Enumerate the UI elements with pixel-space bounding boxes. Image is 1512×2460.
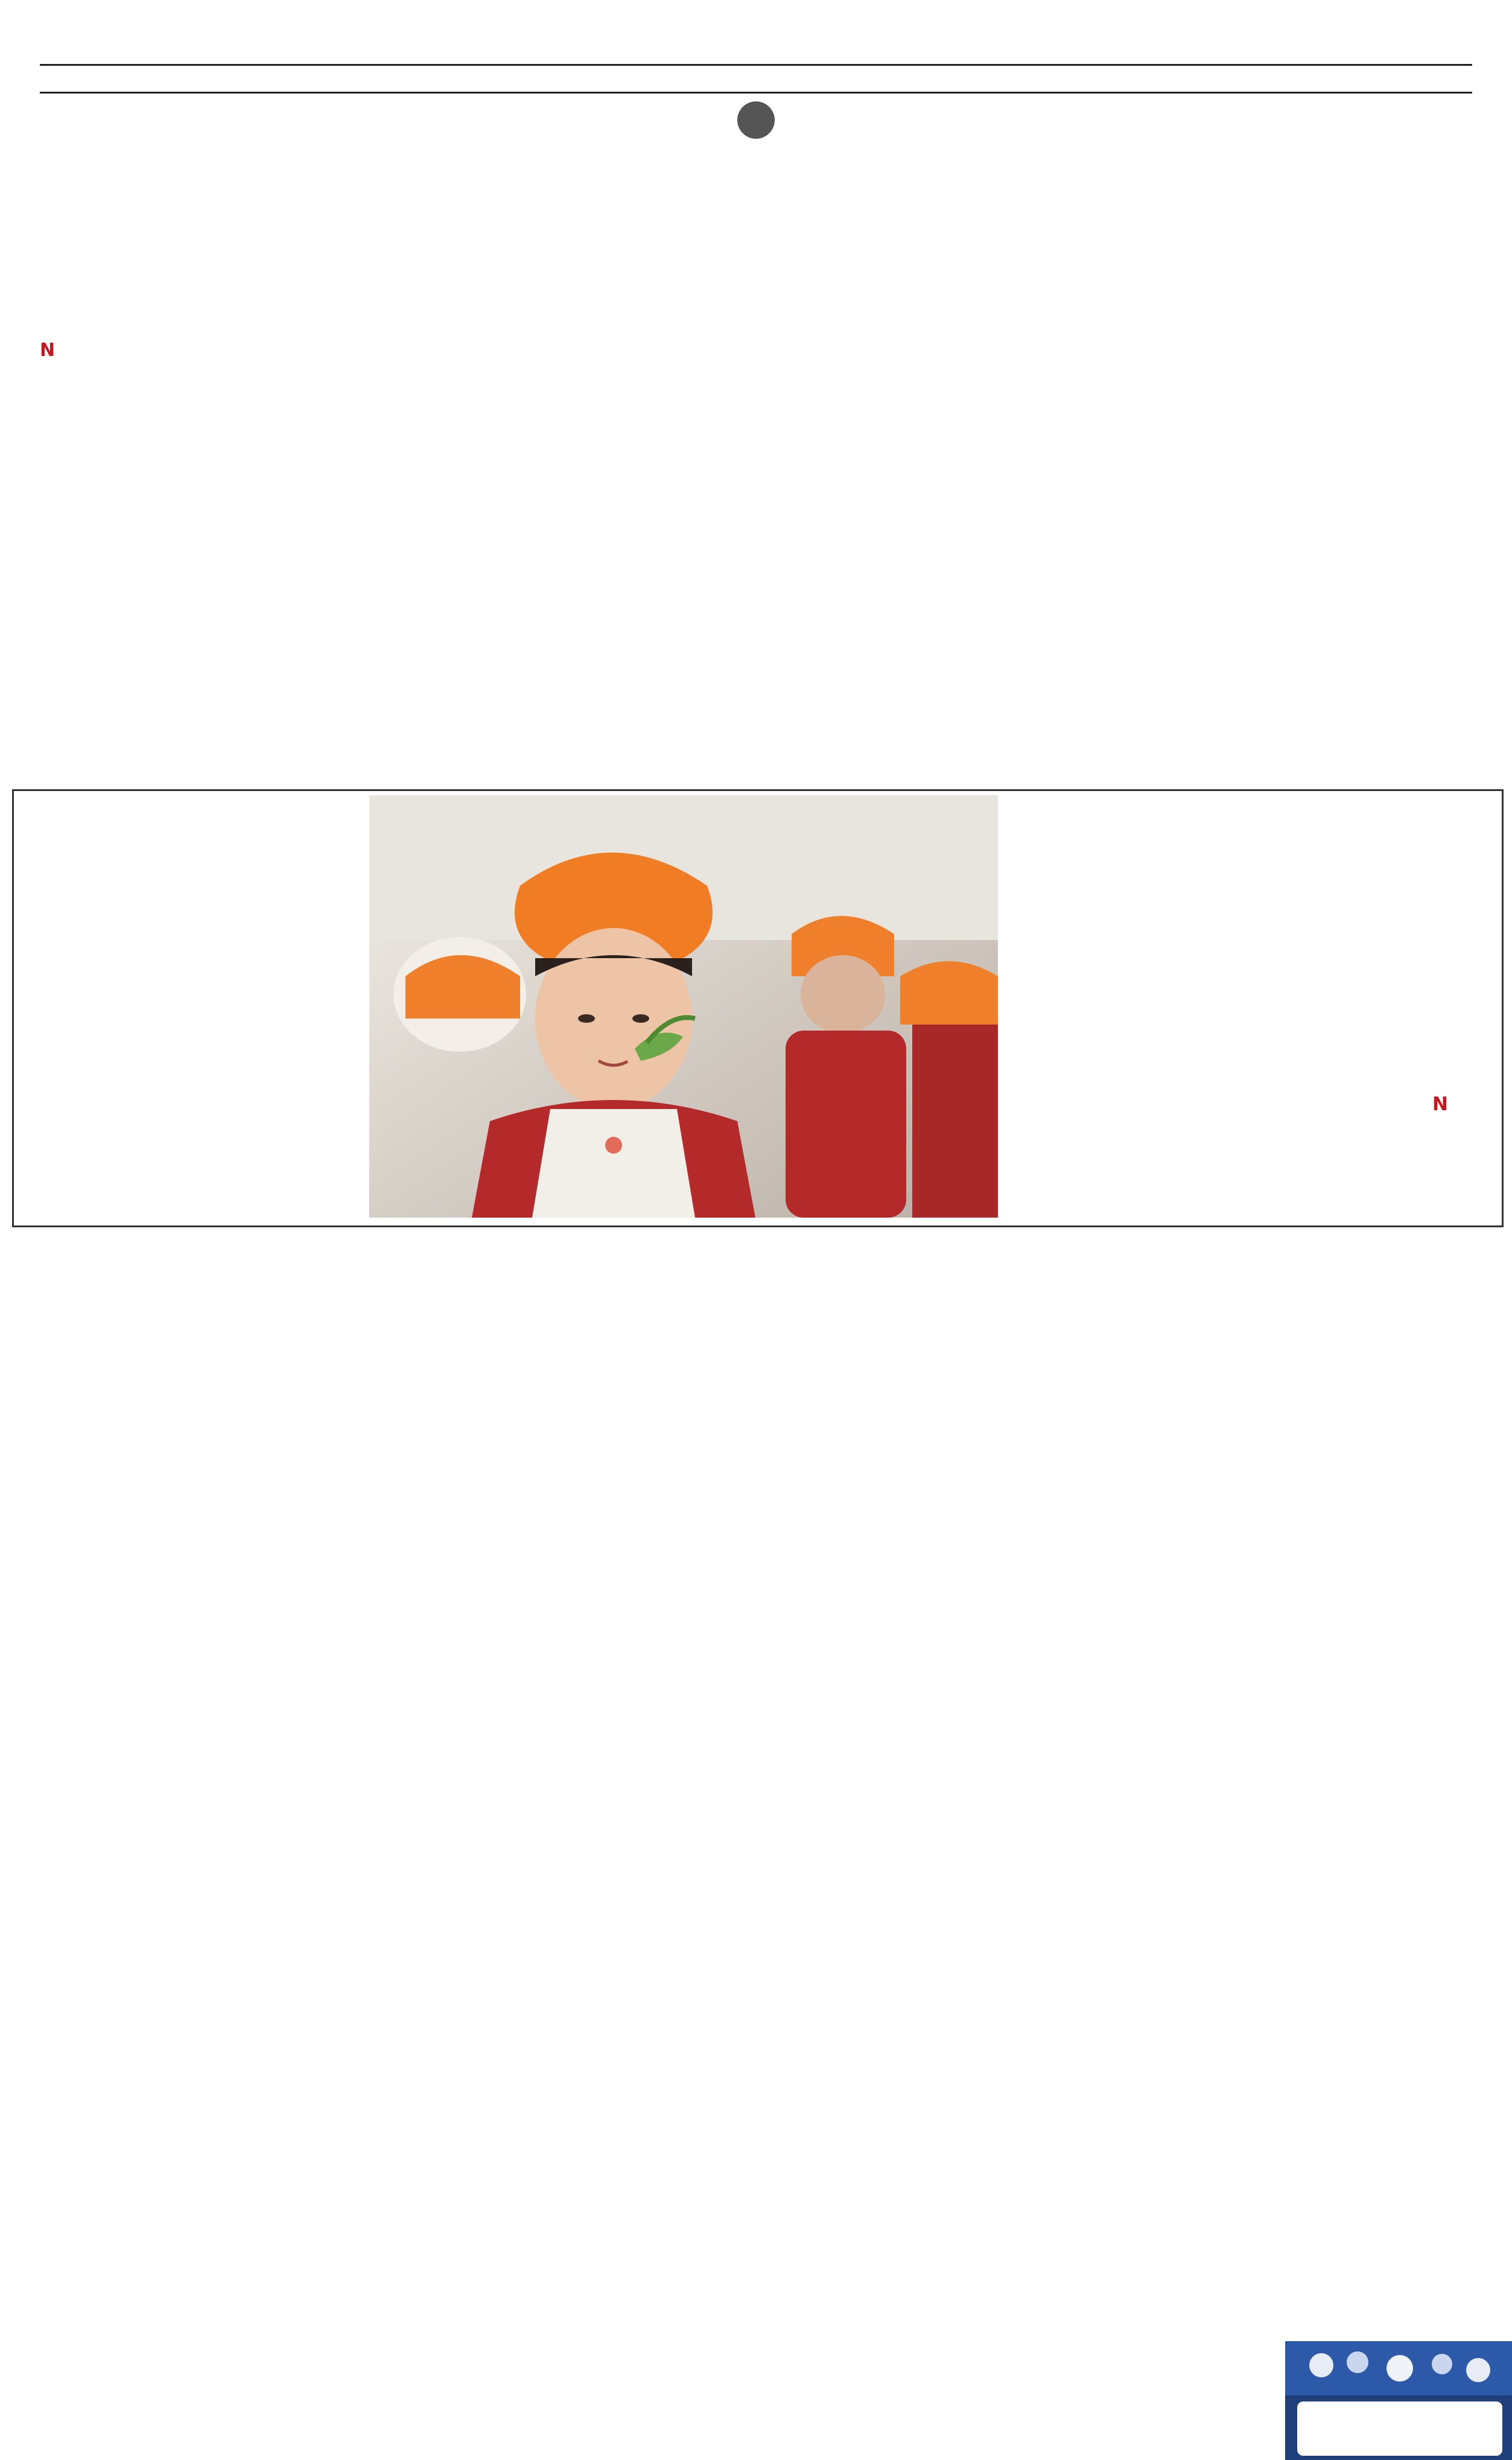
article1-column-5 bbox=[1189, 338, 1441, 772]
n-mark-icon: N bbox=[1432, 1093, 1448, 1115]
article1-column-4 bbox=[917, 338, 1169, 772]
page-number-badge bbox=[737, 101, 775, 139]
n-mark-icon: N bbox=[40, 340, 56, 361]
article1-column-2 bbox=[314, 338, 566, 772]
article1-column-3 bbox=[613, 338, 865, 772]
column-logo-tancaijing bbox=[1285, 2341, 1512, 2460]
byline-line2 bbox=[40, 365, 56, 386]
lottery-balls-graphic bbox=[1285, 2341, 1512, 2460]
masthead-rule-top bbox=[40, 64, 1472, 66]
article1-byline bbox=[40, 338, 292, 389]
photo-illustration bbox=[369, 795, 998, 1218]
masthead bbox=[0, 0, 1512, 91]
masthead-rule-bottom bbox=[40, 92, 1472, 94]
article1-column-1 bbox=[40, 338, 292, 772]
photo-credit bbox=[1026, 1093, 1448, 1115]
photo-child-tasting-greens bbox=[369, 795, 998, 1218]
